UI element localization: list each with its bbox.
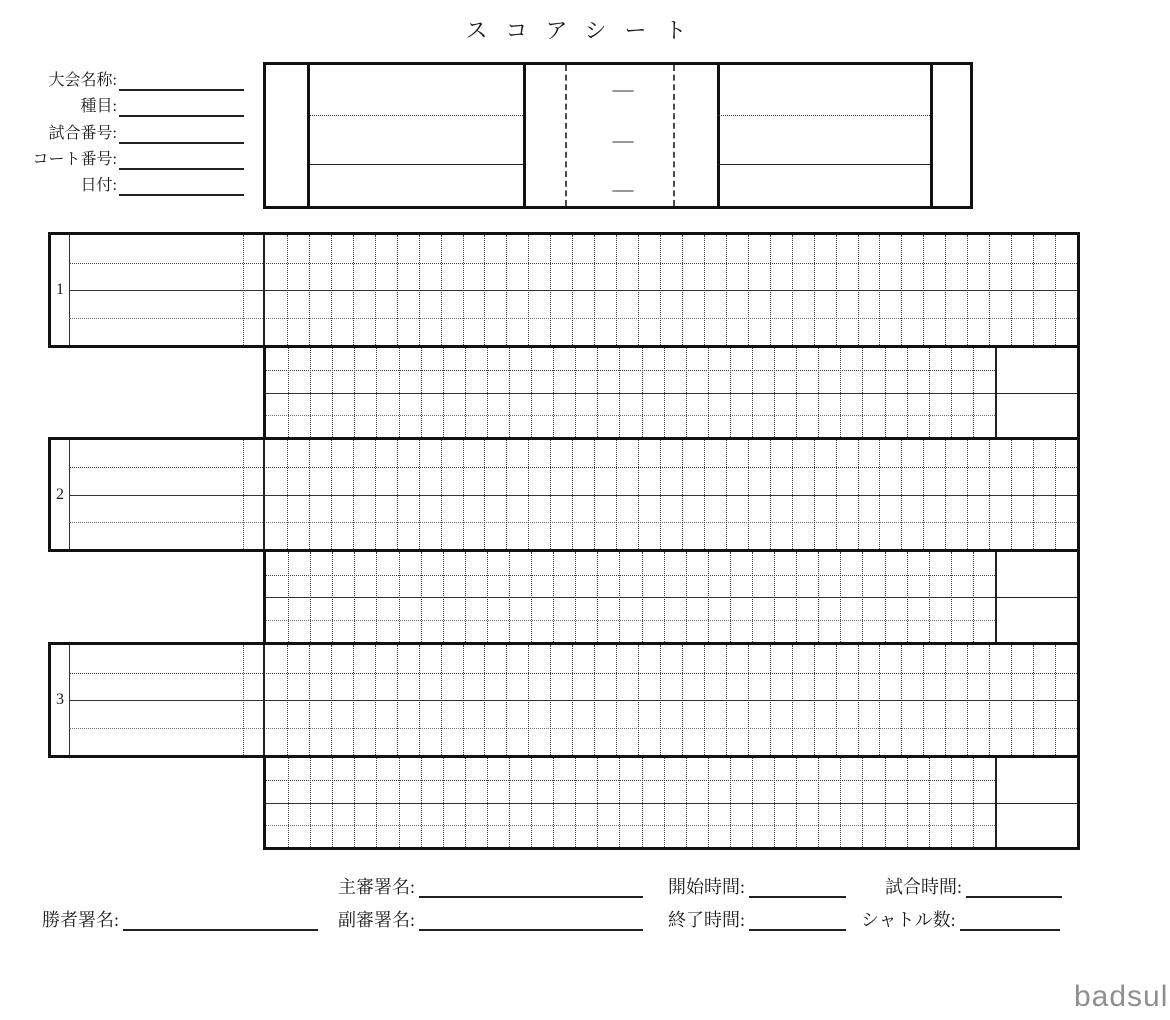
divider	[266, 825, 995, 826]
grid-column-line	[726, 440, 727, 549]
grid-column-line	[375, 645, 376, 755]
tournament-name-input[interactable]	[119, 64, 244, 91]
grid-column-line	[814, 645, 815, 755]
grid-column-line	[923, 645, 924, 755]
grid-column-line	[287, 645, 288, 755]
grid-column-line	[836, 440, 837, 549]
grid-column-line	[858, 440, 859, 549]
start-time-label: 開始時間:	[668, 877, 746, 897]
grid-column-line	[923, 440, 924, 549]
field-winner-signature	[42, 906, 318, 931]
divider	[523, 65, 526, 206]
grid-column-line	[989, 645, 990, 755]
grid-column-line	[638, 645, 639, 755]
field-shuttle-count	[861, 906, 1060, 931]
grid-column-line	[397, 235, 398, 345]
grid-column-line	[484, 235, 485, 345]
grid-column-line	[441, 645, 442, 755]
divider	[997, 803, 1077, 804]
grid-column-line	[836, 235, 837, 345]
grid-column-line	[638, 440, 639, 549]
grid-column-line	[353, 645, 354, 755]
game-3-continuation-block	[263, 758, 1080, 850]
grid-column-line	[704, 440, 705, 549]
date-label: 日付:	[80, 177, 117, 194]
shuttle-count-input[interactable]	[960, 904, 1060, 931]
grid-column-line	[945, 235, 946, 345]
grid-column-line	[879, 645, 880, 755]
grid-column-line	[1011, 645, 1012, 755]
grid-column-line	[1033, 440, 1034, 549]
vs-mark: —	[612, 128, 634, 152]
divider	[266, 575, 995, 576]
game-3-block	[48, 642, 1080, 758]
divider	[266, 803, 1077, 804]
grid-column-line	[704, 235, 705, 345]
side-a-names-cell[interactable]	[310, 65, 523, 206]
grid-column-line	[989, 440, 990, 549]
grid-column-line	[748, 440, 749, 549]
date-input[interactable]	[119, 169, 244, 196]
grid-column-line	[967, 440, 968, 549]
grid-column-line	[879, 440, 880, 549]
grid-column-line	[1011, 235, 1012, 345]
game-2-result-box[interactable]	[995, 552, 1077, 642]
event-label: 種目:	[80, 98, 117, 115]
grid-column-line	[792, 440, 793, 549]
event-input[interactable]	[119, 90, 244, 117]
field-event	[30, 92, 244, 117]
game-2-continuation-block	[263, 552, 1080, 642]
grid-column-line	[506, 645, 507, 755]
grid-column-line	[660, 645, 661, 755]
grid-column-line	[704, 645, 705, 755]
grid-column-line	[901, 645, 902, 755]
grid-column-line	[441, 440, 442, 549]
winner-signature-input[interactable]	[123, 904, 318, 931]
field-tournament-name	[30, 66, 244, 91]
grid-column-line	[441, 235, 442, 345]
court-number-label: コート番号:	[32, 151, 117, 168]
grid-column-line	[901, 440, 902, 549]
umpire-signature-label: 主審署名:	[338, 877, 416, 897]
divider	[717, 164, 930, 165]
grid-column-line	[331, 645, 332, 755]
grid-column-line	[1055, 440, 1056, 549]
grid-column-line	[1055, 235, 1056, 345]
grid-column-line	[748, 645, 749, 755]
game-1-continuation-block	[263, 348, 1080, 437]
grid-column-line	[550, 235, 551, 345]
field-service-judge-signature	[338, 906, 643, 931]
grid-column-line	[748, 235, 749, 345]
grid-column-line	[572, 645, 573, 755]
grid-column-line	[814, 440, 815, 549]
grid-column-line	[726, 235, 727, 345]
grid-column-line	[1033, 235, 1034, 345]
grid-column-line	[463, 645, 464, 755]
grid-column-line	[419, 440, 420, 549]
grid-column-line	[397, 440, 398, 549]
grid-column-line	[397, 645, 398, 755]
grid-column-line	[353, 235, 354, 345]
grid-column-line	[616, 645, 617, 755]
grid-column-line	[923, 235, 924, 345]
players-header-box	[263, 62, 973, 209]
grid-column-line	[463, 235, 464, 345]
field-match-number	[30, 119, 244, 144]
match-time-label: 試合時間:	[885, 877, 963, 897]
grid-column-line	[484, 645, 485, 755]
game-1-score-grid[interactable]	[263, 235, 1077, 345]
divider	[266, 597, 1077, 598]
grid-column-line	[572, 440, 573, 549]
divider	[266, 620, 995, 621]
grid-column-line	[1033, 645, 1034, 755]
divider	[930, 65, 933, 206]
grid-column-line	[528, 645, 529, 755]
grid-column-line	[792, 645, 793, 755]
page-title: スコアシート	[465, 18, 705, 43]
divider	[997, 393, 1077, 394]
grid-column-line	[353, 440, 354, 549]
match-number-input[interactable]	[119, 117, 244, 144]
grid-column-line	[331, 440, 332, 549]
grid-column-line	[506, 235, 507, 345]
divider	[310, 164, 523, 165]
match-number-label: 試合番号:	[48, 125, 117, 142]
grid-column-line	[528, 440, 529, 549]
grid-column-line	[463, 440, 464, 549]
grid-column-line	[967, 645, 968, 755]
grid-column-line	[309, 235, 310, 345]
watermark: badsul	[1074, 980, 1169, 1013]
umpire-signature-input[interactable]	[419, 871, 643, 898]
grid-column-line	[989, 235, 990, 345]
grid-column-line	[375, 235, 376, 345]
game-2-score-grid[interactable]	[263, 440, 1077, 549]
grid-column-line	[572, 235, 573, 345]
grid-column-line	[638, 235, 639, 345]
grid-column-line	[660, 440, 661, 549]
divider	[266, 780, 995, 781]
grid-column-line	[309, 440, 310, 549]
divider	[717, 115, 930, 116]
grid-column-line	[792, 235, 793, 345]
grid-column-line	[616, 235, 617, 345]
game-1-block	[48, 232, 1080, 348]
grid-column-line	[945, 645, 946, 755]
grid-column-line	[594, 235, 595, 345]
divider	[266, 415, 995, 416]
shuttle-count-label: シャトル数:	[861, 910, 956, 930]
divider	[310, 115, 523, 116]
grid-column-line	[858, 235, 859, 345]
grid-column-line	[550, 645, 551, 755]
grid-column-line	[682, 235, 683, 345]
game-2-block	[48, 437, 1080, 552]
grid-column-line	[594, 645, 595, 755]
grid-column-line	[660, 235, 661, 345]
grid-column-line	[879, 235, 880, 345]
service-judge-signature-label: 副審署名:	[338, 910, 416, 930]
field-start-time	[668, 873, 846, 898]
vs-mark: —	[612, 177, 634, 201]
grid-column-line	[375, 440, 376, 549]
field-match-time	[885, 873, 1062, 898]
grid-column-line	[814, 235, 815, 345]
end-time-label: 終了時間:	[668, 910, 746, 930]
grid-column-line	[682, 440, 683, 549]
grid-column-line	[901, 235, 902, 345]
grid-column-line	[967, 235, 968, 345]
grid-column-line	[770, 645, 771, 755]
winner-signature-label: 勝者署名:	[42, 910, 120, 930]
grid-column-line	[309, 645, 310, 755]
vs-mark: —	[612, 77, 634, 101]
grid-column-line	[594, 440, 595, 549]
game-1-number: 1	[51, 235, 70, 345]
game-1-result-box[interactable]	[995, 348, 1077, 437]
end-time-input[interactable]	[749, 904, 846, 931]
divider	[266, 370, 995, 371]
grid-column-line	[616, 440, 617, 549]
service-judge-signature-input[interactable]	[419, 904, 643, 931]
grid-column-line	[419, 235, 420, 345]
side-b-names-cell[interactable]	[717, 65, 930, 206]
divider	[997, 597, 1077, 598]
grid-column-line	[726, 645, 727, 755]
match-time-input[interactable]	[966, 871, 1062, 898]
grid-column-line	[770, 235, 771, 345]
grid-column-line	[484, 440, 485, 549]
grid-column-line	[287, 235, 288, 345]
field-umpire-signature	[338, 873, 643, 898]
field-date	[30, 171, 244, 196]
grid-column-line	[770, 440, 771, 549]
game-3-result-box[interactable]	[995, 758, 1077, 847]
grid-column-line	[1011, 440, 1012, 549]
grid-column-line	[858, 645, 859, 755]
grid-column-line	[682, 645, 683, 755]
grid-column-line	[528, 235, 529, 345]
divider	[266, 393, 1077, 394]
grid-column-line	[945, 440, 946, 549]
tournament-name-label: 大会名称:	[48, 72, 117, 89]
grid-column-line	[506, 440, 507, 549]
game-3-number: 3	[51, 645, 70, 755]
field-court-number	[30, 145, 244, 170]
start-time-input[interactable]	[749, 871, 846, 898]
field-end-time	[668, 906, 846, 931]
grid-column-line	[419, 645, 420, 755]
grid-column-line	[1055, 645, 1056, 755]
court-number-input[interactable]	[119, 143, 244, 170]
game-2-number: 2	[51, 440, 70, 549]
grid-column-line	[836, 645, 837, 755]
game-3-score-grid[interactable]	[263, 645, 1077, 755]
grid-column-line	[550, 440, 551, 549]
fold-guide-line	[565, 65, 567, 206]
fold-guide-line	[673, 65, 675, 206]
grid-column-line	[287, 440, 288, 549]
grid-column-line	[331, 235, 332, 345]
